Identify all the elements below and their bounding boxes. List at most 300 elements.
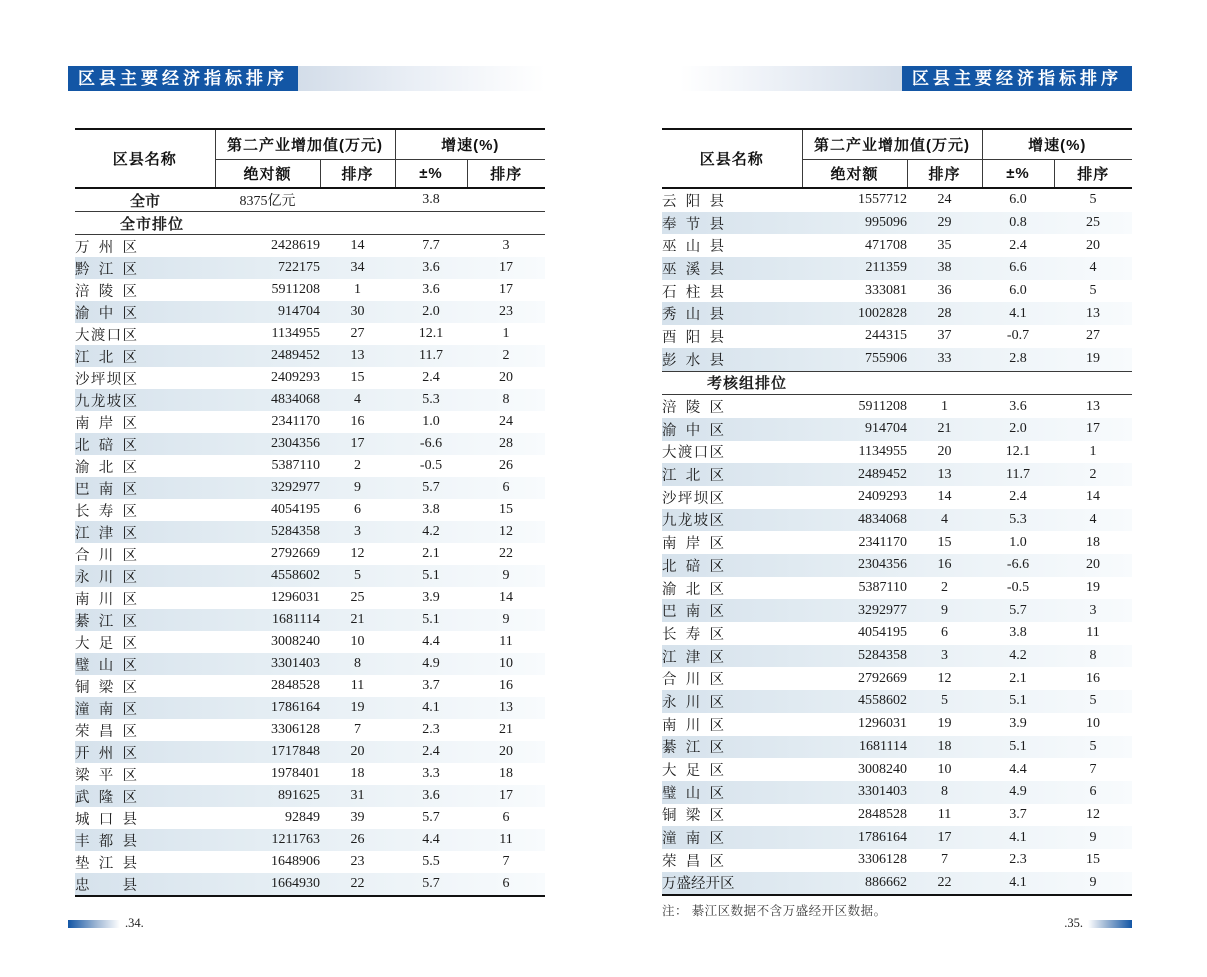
cell-rank: 3 — [354, 524, 361, 539]
cell-growth-percent: 4.1 — [1009, 874, 1027, 890]
cell-district — [75, 763, 215, 785]
cell-growth-percent: 1.0 — [422, 414, 440, 429]
cell-absolute-amount: 2409293 — [858, 489, 907, 505]
cell-district — [75, 873, 215, 896]
cell-rank: 36 — [937, 283, 952, 299]
cell-growth-percent: 5.1 — [1009, 738, 1027, 754]
district-name: 江北区 — [75, 349, 137, 366]
cell-growth-rank: 16 — [499, 678, 513, 693]
indicator-table-right — [662, 128, 1132, 896]
cell-district — [75, 587, 215, 609]
cell-rank: 1 — [941, 398, 948, 414]
cell-district — [662, 302, 802, 325]
table-row — [662, 463, 1132, 486]
cell-growth-percent: 5.7 — [422, 876, 440, 891]
table-row — [75, 433, 545, 455]
cell-rank: 4 — [941, 511, 948, 527]
cell-absolute-amount: 1296031 — [858, 716, 907, 732]
cell-growth-percent: 4.9 — [1009, 784, 1027, 800]
district-name: 铜梁区 — [662, 808, 724, 825]
cell-absolute-amount: 1681114 — [859, 738, 907, 754]
cell-district — [75, 543, 215, 565]
cell-district — [662, 713, 802, 736]
cell-growth-rank: 13 — [1086, 398, 1100, 414]
indicator-table-left — [75, 128, 545, 897]
footer-accent-bar — [68, 920, 120, 928]
table-row — [75, 719, 545, 741]
cell-rank: 7 — [941, 852, 948, 868]
district-name: 武隆区 — [75, 789, 137, 806]
cell-absolute-amount: 244315 — [865, 328, 907, 344]
cell-rank: 10 — [350, 634, 365, 649]
cell-growth-percent: 2.4 — [422, 744, 440, 759]
cell-district — [75, 785, 215, 807]
cell-growth-rank: 24 — [499, 414, 513, 429]
district-name: 江北区 — [662, 468, 724, 485]
cell-growth-rank: 13 — [499, 700, 513, 715]
table-row — [75, 675, 545, 697]
district-name: 黔江区 — [75, 261, 137, 278]
cell-growth-percent: 2.1 — [422, 546, 440, 561]
cell-growth-percent: 11.7 — [419, 348, 443, 363]
table-row — [662, 302, 1132, 325]
cell-growth-percent: 5.1 — [1009, 693, 1027, 709]
district-name: 合川区 — [662, 672, 724, 689]
cell-growth-rank: 5 — [1089, 192, 1097, 208]
cell-district — [75, 455, 215, 477]
cell-growth-percent: -6.6 — [419, 436, 443, 451]
cell-district — [75, 719, 215, 741]
district-name: 綦江区 — [75, 613, 137, 630]
col-header-secondary-industry-value: 第二产业增加值(万元) — [215, 129, 395, 160]
cell-growth-rank: 8 — [502, 392, 510, 407]
col-header-absolute-amount: 绝对额 — [215, 160, 320, 189]
cell-absolute-amount: 3008240 — [271, 634, 320, 649]
cell-absolute-amount: 1786164 — [858, 829, 907, 845]
cell-rank: 19 — [350, 700, 365, 715]
cell-growth-percent: 3.6 — [422, 282, 440, 297]
cell-growth-rank: 6 — [502, 480, 510, 495]
cell-growth-rank: 17 — [499, 260, 513, 275]
cell-rank: 28 — [937, 305, 952, 321]
cell-absolute-amount: 2489452 — [271, 348, 320, 363]
col-header-secondary-industry-value: 第二产业增加值(万元) — [802, 129, 982, 160]
district-name: 荣昌区 — [662, 853, 724, 870]
cell-rank: 33 — [937, 351, 952, 367]
cell-district — [75, 851, 215, 873]
district-name: 巫山县 — [662, 239, 724, 256]
cell-district — [662, 418, 802, 441]
cell-growth-percent: 5.7 — [422, 810, 440, 825]
footnote: 注： 綦江区数据不含万盛经开区数据。 — [662, 904, 887, 918]
cell-district — [75, 565, 215, 587]
cell-district — [75, 609, 215, 631]
table-row — [75, 235, 545, 258]
cell-absolute-amount: 1557712 — [858, 192, 907, 208]
cell-growth-rank: 9 — [502, 568, 510, 583]
cell-growth-percent: 5.5 — [422, 854, 440, 869]
cell-rank: 20 — [350, 744, 365, 759]
cell-district — [662, 531, 802, 554]
table-row — [75, 543, 545, 565]
district-name: 大渡口区 — [75, 327, 137, 344]
cell-district — [75, 323, 215, 345]
cell-growth-percent: -0.7 — [1006, 328, 1030, 344]
cell-district — [662, 234, 802, 257]
district-name: 长寿区 — [662, 626, 724, 643]
cell-absolute-amount: 2341170 — [858, 534, 907, 550]
cell-absolute-amount: 2848528 — [271, 678, 320, 693]
district-name: 綦江区 — [662, 740, 724, 757]
district-name: 南川区 — [662, 717, 724, 734]
table-row — [662, 188, 1132, 212]
district-name: 渝北区 — [662, 581, 724, 598]
district-name: 江津区 — [75, 525, 137, 542]
cell-growth-rank: 9 — [1089, 829, 1097, 845]
district-name: 潼南区 — [75, 701, 137, 718]
cell-absolute-amount: 3008240 — [858, 761, 907, 777]
cell-absolute-amount: 1786164 — [271, 700, 320, 715]
cell-district: 全市 — [75, 188, 215, 212]
cell-absolute-amount: 2792669 — [271, 546, 320, 561]
cell-growth-rank: 13 — [1086, 305, 1100, 321]
cell-growth-rank: 20 — [499, 744, 513, 759]
table-row — [662, 667, 1132, 690]
cell-rank: 31 — [350, 788, 365, 803]
cell-rank: 9 — [941, 602, 948, 618]
cell-district — [662, 463, 802, 486]
district-name: 巴南区 — [662, 604, 724, 621]
table-row — [75, 499, 545, 521]
page-number-right: .35. — [1064, 916, 1083, 930]
cell-growth-percent: 5.1 — [422, 612, 440, 627]
cell-absolute-amount: 886662 — [865, 874, 907, 890]
cell-rank: 5 — [354, 568, 361, 583]
cell-absolute-amount: 2489452 — [858, 466, 907, 482]
cell-growth-rank: 15 — [499, 502, 513, 517]
cell-growth-rank: 20 — [1086, 557, 1100, 573]
cell-growth-rank: 4 — [1089, 511, 1097, 527]
cell-absolute-amount: 3301403 — [858, 784, 907, 800]
cell-growth-percent: 5.3 — [1009, 511, 1027, 527]
table-row — [75, 411, 545, 433]
col-header-absolute-amount: 绝对额 — [802, 160, 907, 189]
table-row — [75, 763, 545, 785]
cell-absolute-amount: 8375亿元 — [215, 188, 320, 212]
footer-left — [68, 916, 149, 931]
section-banner-left — [68, 66, 545, 91]
banner-gradient-strip — [298, 66, 545, 91]
cell-absolute-amount: 1211763 — [271, 832, 320, 847]
district-name: 彭水县 — [662, 352, 724, 369]
table-row — [662, 713, 1132, 736]
cell-absolute-amount: 211359 — [865, 260, 907, 276]
cell-rank — [320, 188, 395, 212]
cell-growth-percent: 1.0 — [1009, 534, 1027, 550]
cell-absolute-amount: 3301403 — [271, 656, 320, 671]
cell-district — [662, 257, 802, 280]
cell-absolute-amount: 4834068 — [271, 392, 320, 407]
cell-growth-percent: 3.6 — [1009, 398, 1027, 414]
cell-absolute-amount: 5387110 — [858, 580, 907, 596]
cell-absolute-amount: 2428619 — [271, 238, 320, 253]
cell-growth-rank: 17 — [1086, 421, 1100, 437]
district-name: 云阳县 — [662, 193, 724, 210]
district-name: 万州区 — [75, 239, 137, 256]
cell-rank: 38 — [937, 260, 952, 276]
cell-district — [75, 829, 215, 851]
cell-district — [75, 807, 215, 829]
cell-absolute-amount: 722175 — [278, 260, 320, 275]
cell-growth-percent: 5.7 — [422, 480, 440, 495]
cell-rank: 19 — [937, 716, 952, 732]
cell-absolute-amount: 3292977 — [858, 602, 907, 618]
district-name: 渝北区 — [75, 459, 137, 476]
cell-rank: 21 — [937, 421, 952, 437]
table-row — [75, 697, 545, 719]
cell-district — [75, 345, 215, 367]
cell-absolute-amount: 1648906 — [271, 854, 320, 869]
cell-rank: 8 — [941, 784, 948, 800]
cell-district — [662, 280, 802, 303]
cell-growth-rank: 9 — [502, 612, 510, 627]
cell-absolute-amount: 92849 — [285, 810, 320, 825]
cell-growth-rank: 2 — [502, 348, 510, 363]
district-name: 酉阳县 — [662, 329, 724, 346]
cell-district — [662, 348, 802, 371]
cell-absolute-amount: 2304356 — [858, 557, 907, 573]
cell-growth-rank: 26 — [499, 458, 513, 473]
cell-absolute-amount: 1717848 — [271, 744, 320, 759]
cell-growth-percent: 5.1 — [422, 568, 440, 583]
cell-district — [75, 675, 215, 697]
cell-absolute-amount: 3292977 — [271, 480, 320, 495]
cell-rank: 27 — [350, 326, 365, 341]
table-row — [662, 257, 1132, 280]
cell-growth-rank: 1 — [502, 326, 510, 341]
cell-district — [75, 741, 215, 763]
table-row — [75, 521, 545, 543]
cell-growth-rank: 11 — [499, 832, 513, 847]
table-row — [662, 758, 1132, 781]
cell-growth-percent: 3.8 — [1009, 625, 1027, 641]
cell-growth-percent: 2.4 — [1009, 489, 1027, 505]
cell-rank: 2 — [354, 458, 361, 473]
cell-rank: 17 — [937, 829, 952, 845]
cell-rank: 1 — [354, 282, 361, 297]
table-row — [662, 577, 1132, 600]
table-row — [662, 418, 1132, 441]
cell-district — [75, 235, 215, 258]
cell-rank: 15 — [350, 370, 365, 385]
cell-rank: 12 — [937, 670, 952, 686]
table-row — [75, 741, 545, 763]
district-name: 长寿区 — [75, 503, 137, 520]
cell-absolute-amount: 4834068 — [858, 511, 907, 527]
cell-growth-percent: 3.9 — [1009, 716, 1027, 732]
cell-district — [662, 577, 802, 600]
table-row — [75, 323, 545, 345]
table-row — [662, 849, 1132, 872]
cell-growth-rank: 7 — [1089, 761, 1097, 777]
cell-growth-percent: 3.7 — [422, 678, 440, 693]
cell-rank: 35 — [937, 237, 952, 253]
section-label: 全市排位 — [75, 212, 545, 235]
cell-rank: 29 — [937, 215, 952, 231]
cell-growth-rank: 22 — [499, 546, 513, 561]
district-name: 潼南区 — [662, 831, 724, 848]
table-row — [662, 212, 1132, 235]
cell-district — [662, 849, 802, 872]
table-row — [75, 279, 545, 301]
cell-district — [662, 804, 802, 827]
cell-rank: 6 — [354, 502, 361, 517]
cell-rank: 14 — [350, 238, 365, 253]
page-number-left: .34. — [125, 916, 144, 930]
district-name: 沙坪坝区 — [75, 371, 137, 388]
table-row — [75, 455, 545, 477]
district-name: 秀山县 — [662, 307, 724, 324]
cell-absolute-amount: 1978401 — [271, 766, 320, 781]
col-header-percent: ±% — [395, 160, 467, 189]
cell-district — [75, 411, 215, 433]
cell-absolute-amount: 3306128 — [271, 722, 320, 737]
section-row — [75, 212, 545, 235]
cell-growth-percent: 4.4 — [1009, 761, 1027, 777]
cell-absolute-amount: 891625 — [278, 788, 320, 803]
cell-absolute-amount: 5284358 — [271, 524, 320, 539]
cell-growth-rank: 14 — [1086, 489, 1100, 505]
cell-growth-percent: 5.7 — [1009, 602, 1027, 618]
cell-rank: 13 — [350, 348, 365, 363]
cell-growth-percent: 2.4 — [422, 370, 440, 385]
cell-absolute-amount: 914704 — [278, 304, 320, 319]
cell-absolute-amount: 1296031 — [271, 590, 320, 605]
cell-growth-rank: 6 — [1089, 784, 1097, 800]
cell-growth-rank: 5 — [1089, 283, 1097, 299]
table-row — [75, 301, 545, 323]
cell-growth-rank: 8 — [1089, 648, 1097, 664]
district-name: 九龙坡区 — [75, 393, 137, 410]
table-row — [75, 257, 545, 279]
cell-rank: 30 — [350, 304, 365, 319]
cell-absolute-amount: 1134955 — [271, 326, 320, 341]
district-name: 丰都县 — [75, 833, 137, 850]
district-name: 大足区 — [662, 763, 724, 780]
cell-growth-percent: -0.5 — [1006, 580, 1030, 596]
cell-rank: 14 — [937, 489, 952, 505]
table-row — [75, 653, 545, 675]
table-row — [662, 554, 1132, 577]
table-row — [662, 441, 1132, 464]
cell-growth-rank: 23 — [499, 304, 513, 319]
section-row — [662, 371, 1132, 395]
district-name: 石柱县 — [662, 284, 724, 301]
table-row — [75, 587, 545, 609]
cell-growth-rank: 10 — [499, 656, 513, 671]
cell-district — [662, 599, 802, 622]
cell-rank: 34 — [350, 260, 365, 275]
cell-absolute-amount: 5911208 — [858, 398, 907, 414]
cell-growth-percent: 3.6 — [422, 260, 440, 275]
table-row — [662, 348, 1132, 371]
col-header-rank: 排序 — [320, 160, 395, 189]
district-name: 梁平区 — [75, 767, 137, 784]
cell-growth-rank: 27 — [1086, 328, 1100, 344]
table-row — [662, 234, 1132, 257]
cell-growth-rank: 10 — [1086, 716, 1100, 732]
cell-district — [662, 826, 802, 849]
cell-growth-rank: 7 — [502, 854, 510, 869]
cell-district — [75, 279, 215, 301]
table-row — [662, 486, 1132, 509]
cell-rank: 21 — [350, 612, 365, 627]
col-header-percent: ±% — [982, 160, 1054, 189]
table-row — [75, 345, 545, 367]
cell-rank: 5 — [941, 693, 948, 709]
district-name: 南川区 — [75, 591, 137, 608]
cell-growth-percent: 2.0 — [422, 304, 440, 319]
cell-growth-rank: 20 — [1086, 237, 1100, 253]
cell-growth-percent: 12.1 — [1005, 443, 1031, 459]
cell-rank: 26 — [350, 832, 365, 847]
cell-absolute-amount: 2304356 — [271, 436, 320, 451]
cell-growth-percent: -6.6 — [1006, 557, 1030, 573]
district-name: 永川区 — [75, 569, 137, 586]
table-row — [662, 826, 1132, 849]
cell-growth-percent: 4.9 — [422, 656, 440, 671]
cell-rank: 23 — [350, 854, 365, 869]
cell-district — [75, 521, 215, 543]
table-row — [662, 509, 1132, 532]
cell-growth-percent: 4.2 — [422, 524, 440, 539]
cell-district — [75, 301, 215, 323]
table-row — [75, 477, 545, 499]
cell-growth-percent: 2.0 — [1009, 421, 1027, 437]
district-name: 荣昌区 — [75, 723, 137, 740]
cell-district — [662, 645, 802, 668]
cell-rank: 6 — [941, 625, 948, 641]
cell-growth-percent: 3.7 — [1009, 806, 1027, 822]
cell-growth-percent: 2.3 — [1009, 852, 1027, 868]
cell-district — [662, 441, 802, 464]
table-row — [662, 804, 1132, 827]
col-header-growth-rank: 排序 — [1077, 166, 1110, 183]
cell-growth-percent: 7.7 — [422, 238, 440, 253]
cell-growth-percent: 3.3 — [422, 766, 440, 781]
cell-rank: 10 — [937, 761, 952, 777]
table-row — [75, 609, 545, 631]
table-row — [75, 807, 545, 829]
district-name: 奉节县 — [662, 216, 724, 233]
cell-district — [662, 667, 802, 690]
cell-rank: 4 — [354, 392, 361, 407]
cell-absolute-amount: 1134955 — [858, 443, 907, 459]
cell-growth-percent: 4.4 — [422, 634, 440, 649]
cell-district — [75, 367, 215, 389]
col-header-rank: 排序 — [907, 160, 982, 189]
col-header-growth-rate: 增速(%) — [982, 129, 1132, 160]
cell-growth-rank: 1 — [1089, 443, 1097, 459]
cell-district — [75, 499, 215, 521]
cell-growth-rank — [467, 188, 545, 212]
cell-district — [662, 212, 802, 235]
table-row — [662, 872, 1132, 896]
cell-growth-percent: 4.1 — [1009, 305, 1027, 321]
cell-rank: 22 — [350, 876, 365, 891]
cell-rank: 24 — [937, 192, 952, 208]
cell-growth-percent: 2.8 — [1009, 351, 1027, 367]
